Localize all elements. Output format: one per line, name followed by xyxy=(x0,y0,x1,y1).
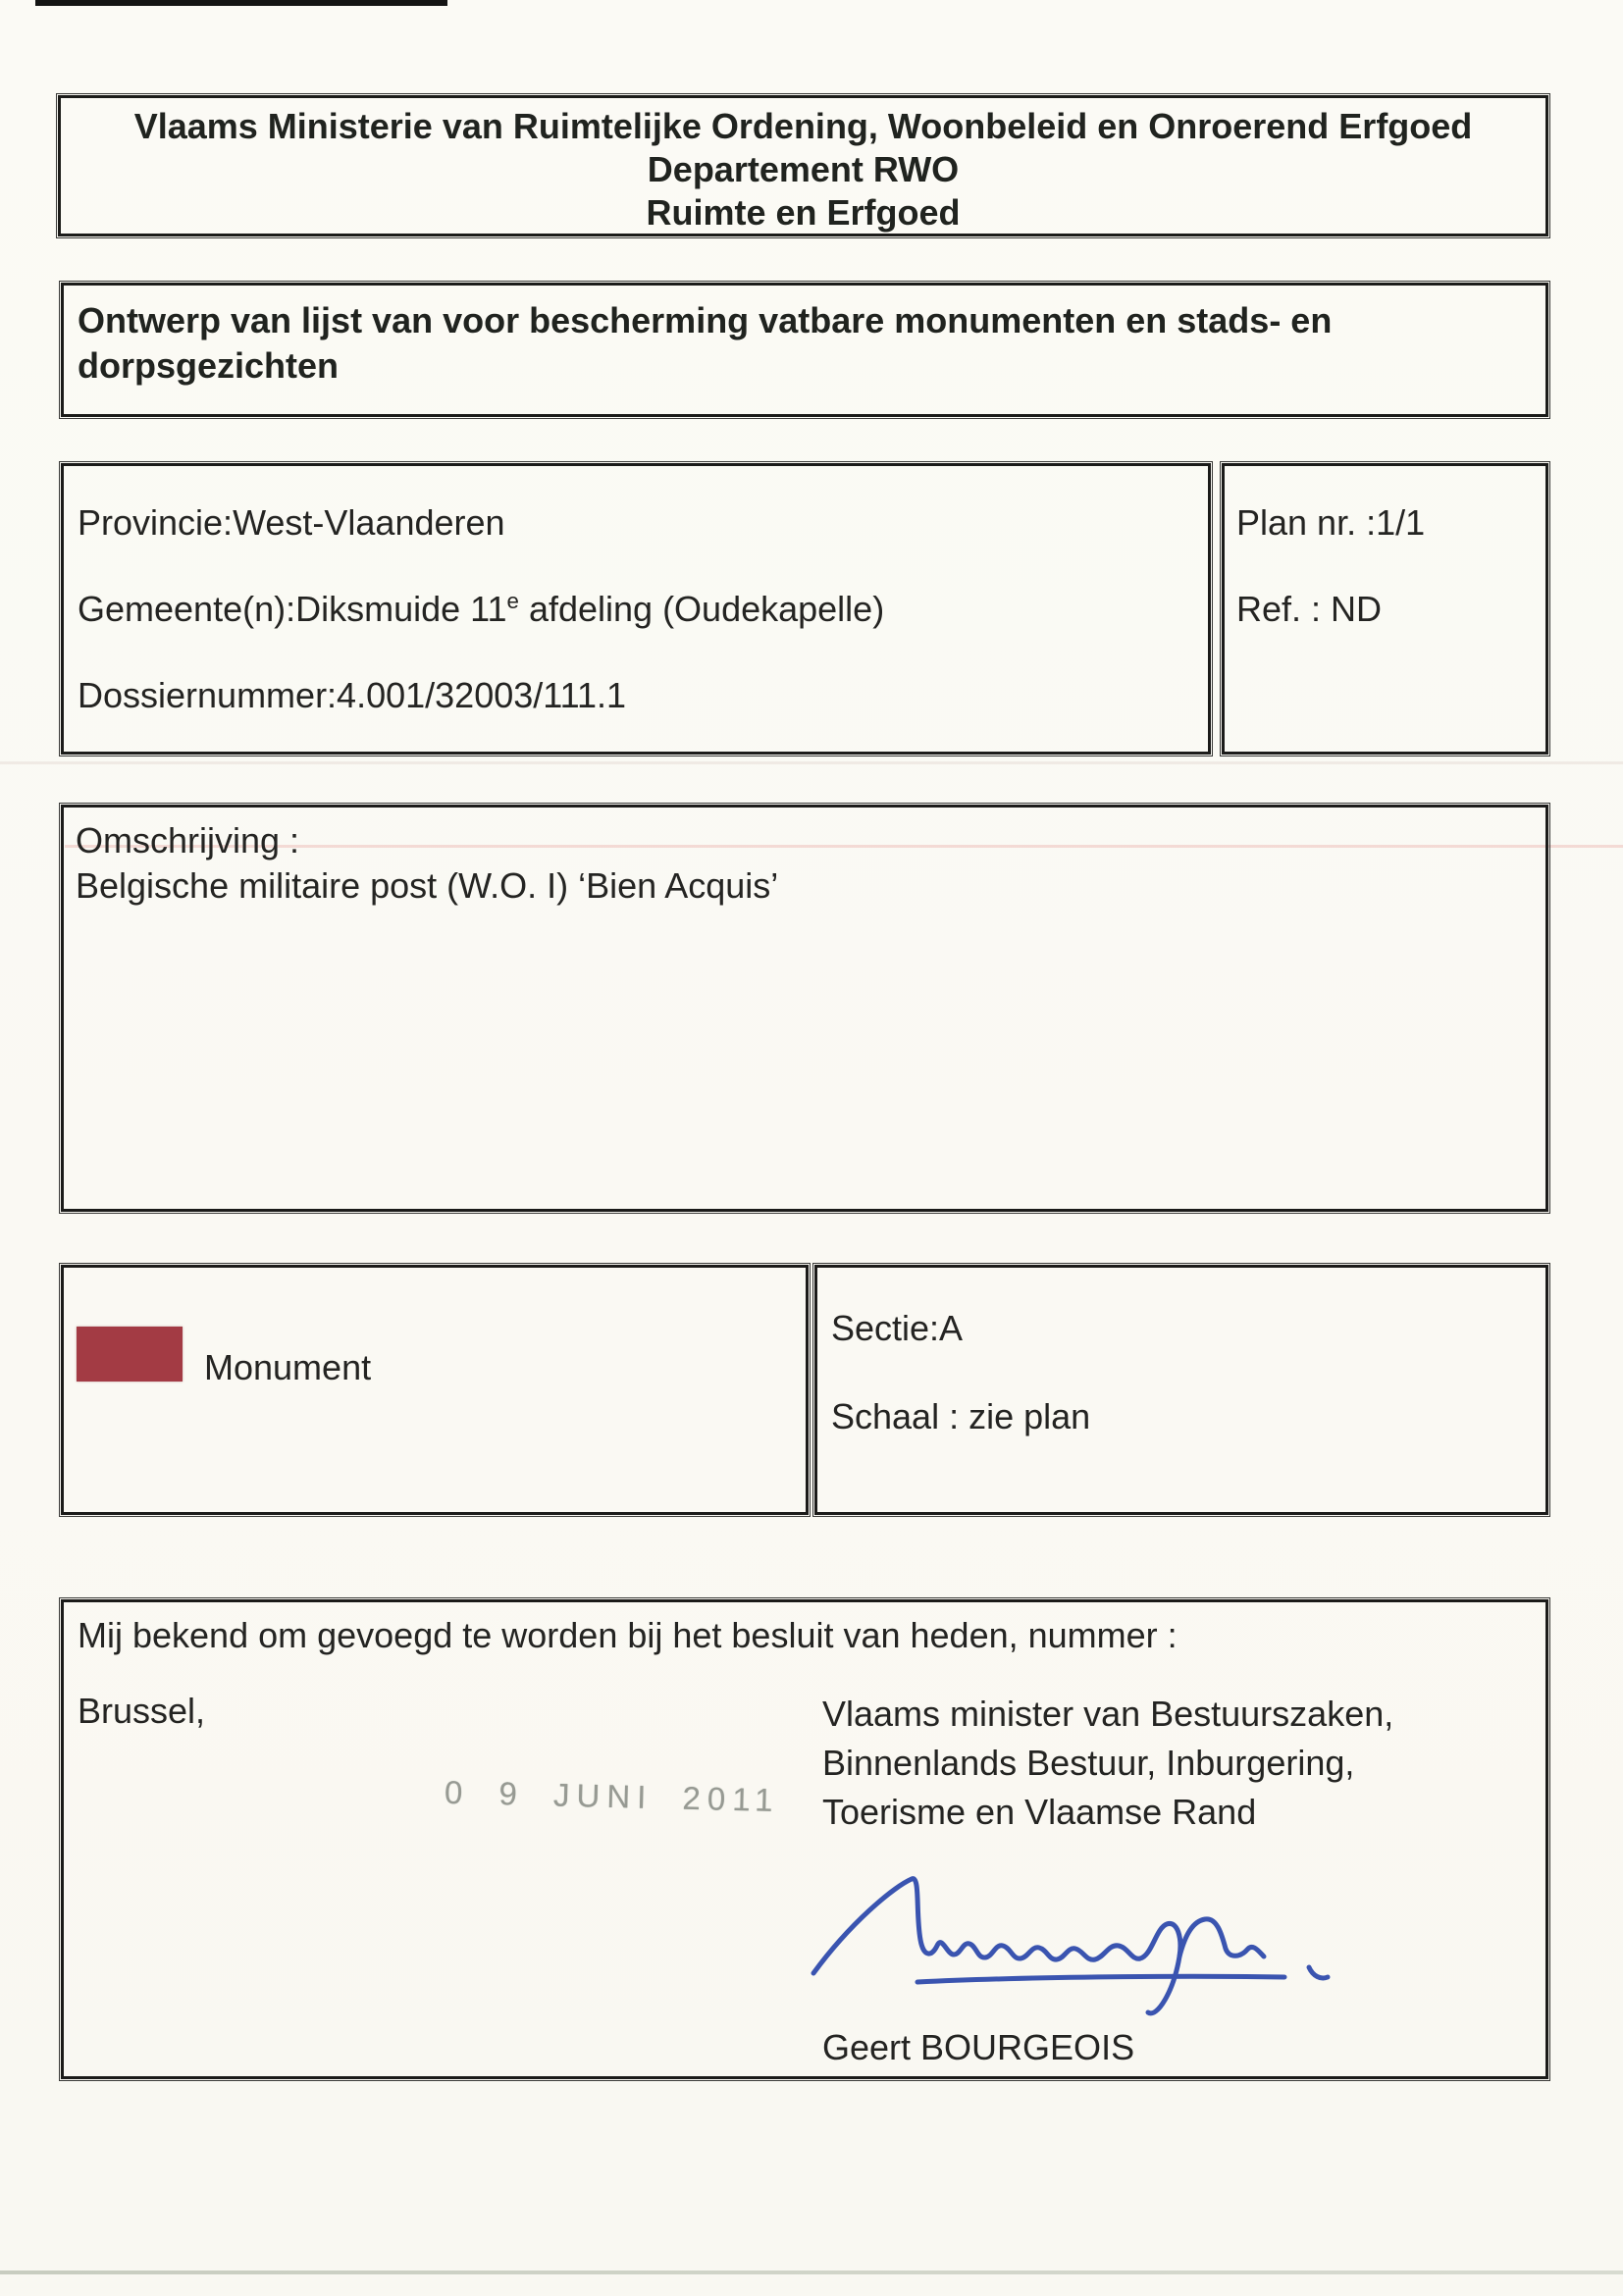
gemeente-superscript: e xyxy=(506,589,519,613)
signatory-name: Geert BOURGEOIS xyxy=(822,2027,1135,2067)
omschrijving-label: Omschrijving : xyxy=(76,820,300,861)
approval-place: Brussel, xyxy=(78,1691,206,1731)
dossier-gemeente xyxy=(78,588,1208,631)
ministry-header-line2: Departement RWO xyxy=(647,149,960,189)
approval-box xyxy=(59,1597,1550,2081)
date-stamp: 0 9 JUNI 2011 xyxy=(444,1773,780,1819)
signature-main-stroke xyxy=(813,1879,1180,2013)
ministry-header-box xyxy=(56,93,1550,238)
plan-number: Plan nr. :1/1 xyxy=(1236,502,1426,543)
minister-title-line3: Toerisme en Vlaamse Rand xyxy=(822,1792,1257,1832)
signature-tail-stroke xyxy=(1179,1919,1264,1957)
minister-title-line2: Binnenlands Bestuur, Inburgering, xyxy=(822,1743,1355,1783)
ministry-header-line3: Ruimte en Erfgoed xyxy=(646,192,961,233)
omschrijving-value: Belgische militaire post (W.O. I) ‘Bien Acquis’ xyxy=(76,865,779,906)
scan-artifact-line xyxy=(0,761,1623,764)
plan-details-box xyxy=(812,1263,1550,1517)
gemeente-prefix: Gemeente(n):Diksmuide 11 xyxy=(78,589,507,629)
dossier-dossiernummer: Dossiernummer:4.001/32003/111.1 xyxy=(78,675,627,715)
monument-legend-swatch xyxy=(77,1327,183,1382)
scan-artifact-bottom-line xyxy=(0,2270,1623,2274)
document-title-box xyxy=(59,281,1550,419)
monument-legend-row xyxy=(77,1327,806,1387)
signature xyxy=(802,1865,1351,2030)
schaal-value: Schaal : zie plan xyxy=(831,1396,1091,1436)
sectie-value: Sectie:A xyxy=(831,1308,964,1348)
plan-info-box xyxy=(1220,461,1550,757)
gemeente-suffix: afdeling (Oudekapelle) xyxy=(518,589,885,629)
signature-underline xyxy=(917,1976,1284,1982)
scan-artifact-top-bar xyxy=(35,0,447,6)
approval-statement: Mij bekend om gevoegd te worden bij het besluit van heden, nummer : xyxy=(78,1615,1178,1655)
omschrijving-box xyxy=(59,803,1550,1214)
plan-ref: Ref. : ND xyxy=(1236,589,1383,629)
ministry-header-line1: Vlaams Ministerie van Ruimtelijke Ordening, Woonbeleid en Onroerend Erfgoed xyxy=(133,106,1473,146)
signature-final-mark xyxy=(1309,1967,1328,1978)
dossier-info-box xyxy=(59,461,1213,757)
document-title: Ontwerp van lijst van voor bescherming vatbare monumenten en stads- en dorpsgezichten xyxy=(78,300,1333,386)
minister-title-line1: Vlaams minister van Bestuurszaken, xyxy=(822,1694,1394,1734)
monument-legend-label: Monument xyxy=(204,1347,372,1387)
legend-box xyxy=(59,1263,811,1517)
minister-title-block xyxy=(822,1690,1393,1837)
dossier-provincie: Provincie:West-Vlaanderen xyxy=(78,502,505,543)
